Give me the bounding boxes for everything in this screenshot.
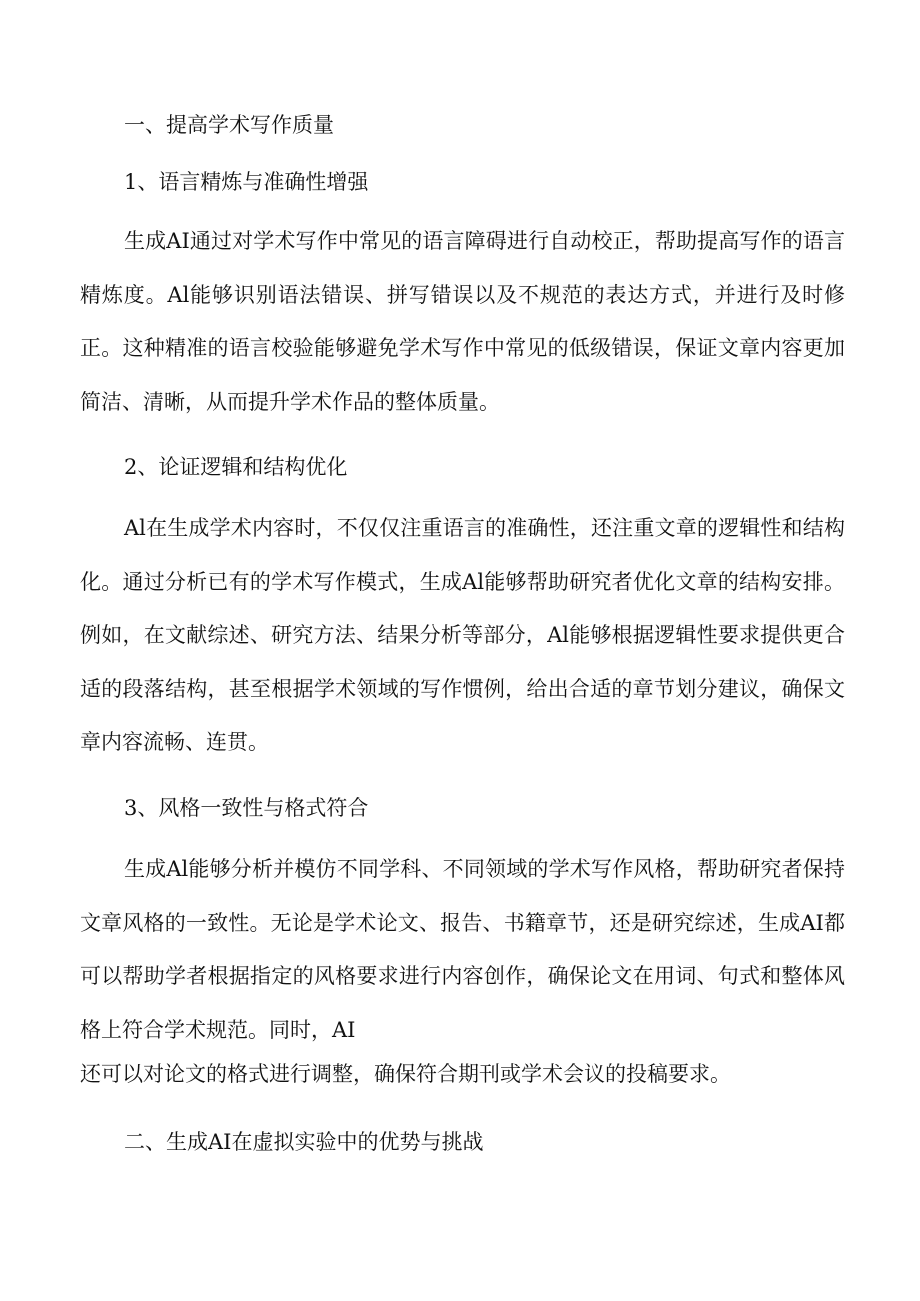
section-2-title: 二、生成AI在虚拟实验中的优势与挑战 xyxy=(124,1130,484,1154)
subsection-3-title: 3、风格一致性与格式符合 xyxy=(124,796,369,820)
subsection-1-paragraph: 生成AI通过对学术写作中常见的语言障碍进行自动校正，帮助提高写作的语言精炼度。Al能够识别语法错误、拼写错误以及不规范的表达方式，并进行及时修正。这种精准的语言校验能够避免学术写作中常见的低级错误，保证文章内容更加简洁、清晰，从而提升学术作品的整体质量。 xyxy=(80,229,845,414)
subsection-3-paragraph: 生成Al能够分析并模仿不同学科、不同领域的学术写作风格，帮助研究者保持文章风格的一致性。无论是学术论文、报告、书籍章节，还是研究综述，生成AI都可以帮助学者根据指定的风格要求进行内容创作，确保论文在用词、句式和整体风格上符合学术规范。同时，AI xyxy=(80,857,845,1042)
subsection-1-title: 1、语言精炼与准确性增强 xyxy=(124,170,369,194)
subsection-2-title: 2、论证逻辑和结构优化 xyxy=(124,455,348,479)
section-1-title: 一、提高学术写作质量 xyxy=(124,113,334,137)
subsection-3-paragraph-continuation: 还可以对论文的格式进行调整，确保符合期刊或学术会议的投稿要求。 xyxy=(80,1062,731,1086)
subsection-2-paragraph: Al在生成学术内容时，不仅仅注重语言的准确性，还注重文章的逻辑性和结构化。通过分析已有的学术写作模式，生成Al能够帮助研究者优化文章的结构安排。例如，在文献综述、研究方法、结果分析等部分，Al能够根据逻辑性要求提供更合适的段落结构，甚至根据学术领域的写作惯例，给出合适的章节划分建议，确保文章内容流畅、连贯。 xyxy=(80,516,845,754)
